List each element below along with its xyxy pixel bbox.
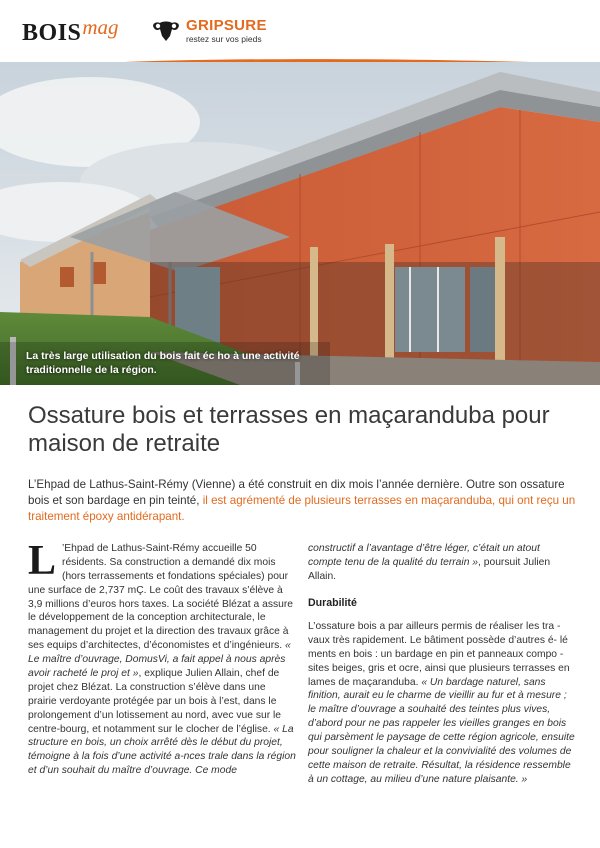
logo-bois-text: BOIS: [22, 20, 82, 46]
durabilite-paragraph: [308, 620, 576, 787]
intro-text: ’Ehpad de Lathus-Saint-Rémy accueille 50 résidents. Sa construction a demandé dix mois (hors terrassements et fondations spéciales) pour une surface de 2,737 mÇ. Le coût des travaux s’élève à 3,9 millions d’euros hors taxes. La société Blézat a assure le développement de la conception architecturale, le management du projet et la direction des travaux grâce à ses equips d’architectes, d’économistes et d’ingénieurs.: [28, 543, 293, 652]
gripsure-logo: [150, 18, 267, 44]
column-2-paragraph: [308, 542, 576, 584]
lead-highlight: il est agrémenté de plusieurs terrasses en maçaranduba, qui ont reçu un traitement époxy antidérapant.: [28, 493, 576, 523]
column-1-paragraph: [28, 538, 296, 778]
ram-head-icon: [150, 20, 182, 42]
quote-bardage: « Un bardage naturel, sans finition, aurait eu le charme de vieillir au fur et à mesure ; le maître d’ouvrage a souhaité des teintes plus vives, d’abord pour ne pas rappeler les vieilles granges en bois qui parsèment le paysage de cette région agricole, ensuite pour souligner la chaleur et la convivialité des volumes de cette maison de retraite. Résultat, la résidence ressemble à un cottage, au milieu d’une nature plaisante. »: [308, 676, 575, 785]
article-column-2: [308, 542, 576, 787]
magazine-header: [0, 0, 600, 62]
logo-mag-text: mag: [82, 15, 119, 39]
photo-caption: La très large utilisation du bois fait éc ho à une activité traditionnelle de la région.: [26, 350, 300, 377]
lead-text: L’Ehpad de Lathus-Saint-Rémy (Vienne) a été construit en dix mois l’année dernière. Outre son ossature bois et son bardage en pin teinté,: [28, 478, 565, 507]
subhead-durabilite: Durabilité: [308, 596, 357, 609]
article-column-1: [28, 538, 296, 778]
boismag-logo: [22, 15, 119, 50]
building-photo: [0, 62, 600, 385]
attribution-text: , explique Julien Allain, chef de projet chez Blézat. La construction s’élève dans une prairie verdoyante protégée par un bois à l’est, dans le prolongement d’un lotissement au nord, avec vue sur le centre-bourg, et notamment sur le clocher de l’église.: [28, 668, 281, 735]
gripsure-name: GRIPSURE: [186, 17, 267, 34]
article-lead: [28, 477, 578, 525]
gripsure-tagline: restez sur vos pieds: [186, 34, 262, 44]
article-title: Ossature bois et terrasses en maçaranduba pour maison de retraite: [28, 402, 550, 458]
quote-continuation: constructif a l’avantage d’être léger, c’était un atout compte tenu de la qualité du terrain »: [308, 543, 540, 568]
quote-structure-bois: « La structure en bois, un choix arrêté dès le début du projet, témoigne à la fois d’une activité a-nces trale dans la région et d’un souhait du maître d’ouvrage. Ce mode: [28, 723, 296, 777]
durabilite-text: L’ossature bois a par ailleurs permis de réaliser les tra - vaux très rapidement. Le bâtiment possède d’autres é- lé ments en bois : un bardage en pin et panneaux compo - sites beiges, gris et ocre, ainsi que plusieurs terrasses en lames de maçaranduba.: [308, 620, 570, 688]
attribution-allain: , poursuit Julien Allain.: [308, 556, 551, 582]
quote-maitre-ouvrage: « Le maître d’ouvrage, DomusVi, a fait appel à nous après avoir racheté le proj et »: [28, 640, 291, 680]
drop-cap: L: [28, 538, 57, 584]
